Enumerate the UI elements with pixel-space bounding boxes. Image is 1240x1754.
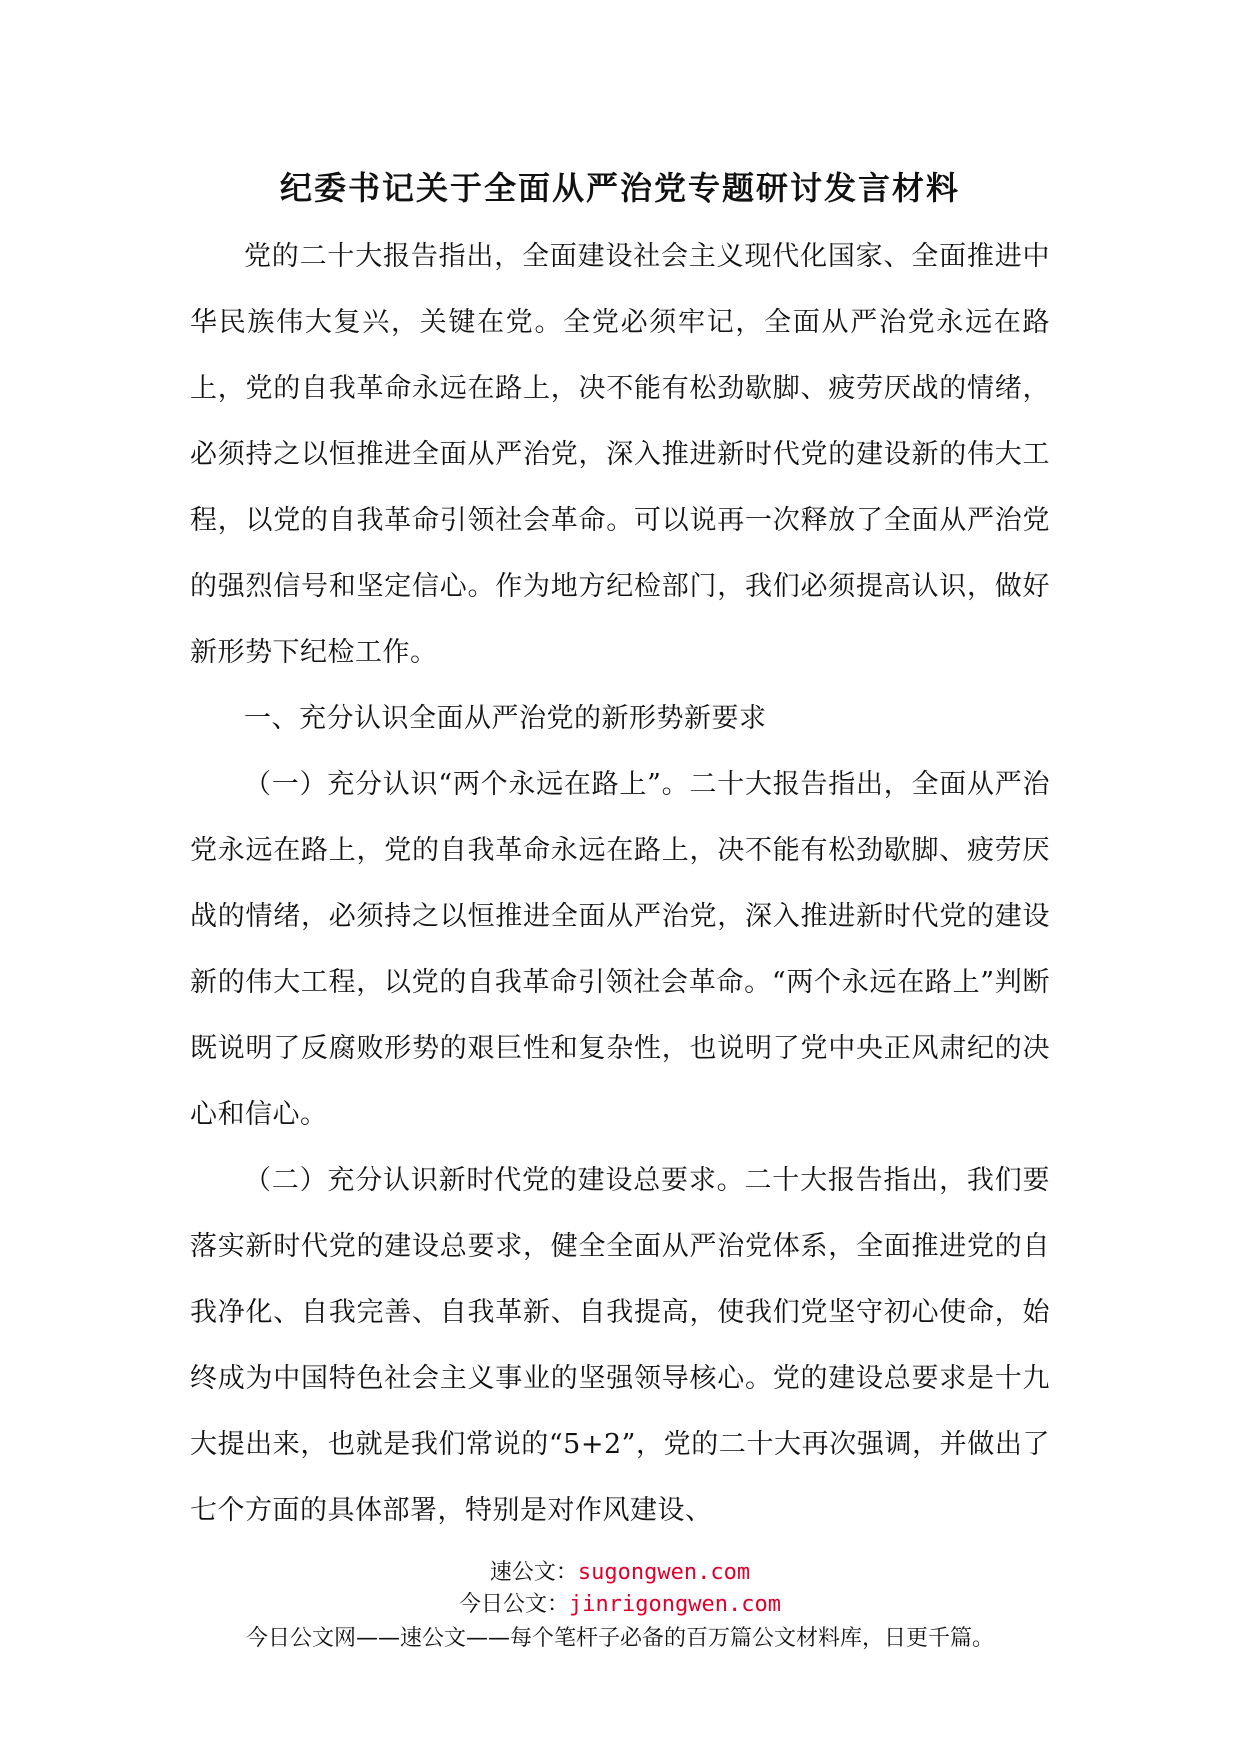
footer-line-jinrigongwen xyxy=(0,1590,1240,1620)
paragraph-subsection-2: （二）充分认识新时代党的建设总要求。二十大报告指出，我们要落实新时代党的建设总要求，健全全面从严治党体系，全面推进党的自我净化、自我完善、自我革新、自我提高，使我们党坚守初心使命，始终成为中国特色社会主义事业的坚强领导核心。党的建设总要求是十九大提出来，也就是我们常说的“5+2”，党的二十大再次强调，并做出了七个方面的具体部署，特别是对作风建设、 xyxy=(190,1165,1050,1526)
footer-link-sugongwen[interactable]: sugongwen.com xyxy=(577,1560,751,1585)
footer-label-jinrigongwen: 今日公文： xyxy=(459,1592,570,1617)
document-body xyxy=(190,224,1050,1544)
footer-link-jinrigongwen[interactable]: jinrigongwen.com xyxy=(569,1592,781,1617)
paragraph-subsection-1: （一）充分认识“两个永远在路上”。二十大报告指出，全面从严治党永远在路上，党的自我革命永远在路上，决不能有松劲歇脚、疲劳厌战的情绪，必须持之以恒推进全面从严治党，深入推进新时代党的建设新的伟大工程，以党的自我革命引领社会革命。“两个永远在路上”判断既说明了反腐败形势的艰巨性和复杂性，也说明了党中央正风肃纪的决心和信心。 xyxy=(190,769,1050,1130)
paragraph-intro: 党的二十大报告指出，全面建设社会主义现代化国家、全面推进中华民族伟大复兴，关键在党。全党必须牢记，全面从严治党永远在路上，党的自我革命永远在路上，决不能有松劲歇脚、疲劳厌战的情绪，必须持之以恒推进全面从严治党，深入推进新时代党的建设新的伟大工程，以党的自我革命引领社会革命。可以说再一次释放了全面从严治党的强烈信号和坚定信心。作为地方纪检部门，我们必须提高认识，做好新形势下纪检工作。 xyxy=(190,241,1050,668)
section-heading-1: 一、充分认识全面从严治党的新形势新要求 xyxy=(244,703,767,734)
footer-slogan: 今日公文网——速公文——每个笔杆子必备的百万篇公文材料库，日更千篇。 xyxy=(245,1626,994,1651)
footer-label-sugongwen: 速公文： xyxy=(489,1560,578,1585)
document-title: 纪委书记关于全面从严治党专题研讨发言材料 xyxy=(279,169,960,207)
footer-line-sugongwen xyxy=(0,1558,1240,1588)
